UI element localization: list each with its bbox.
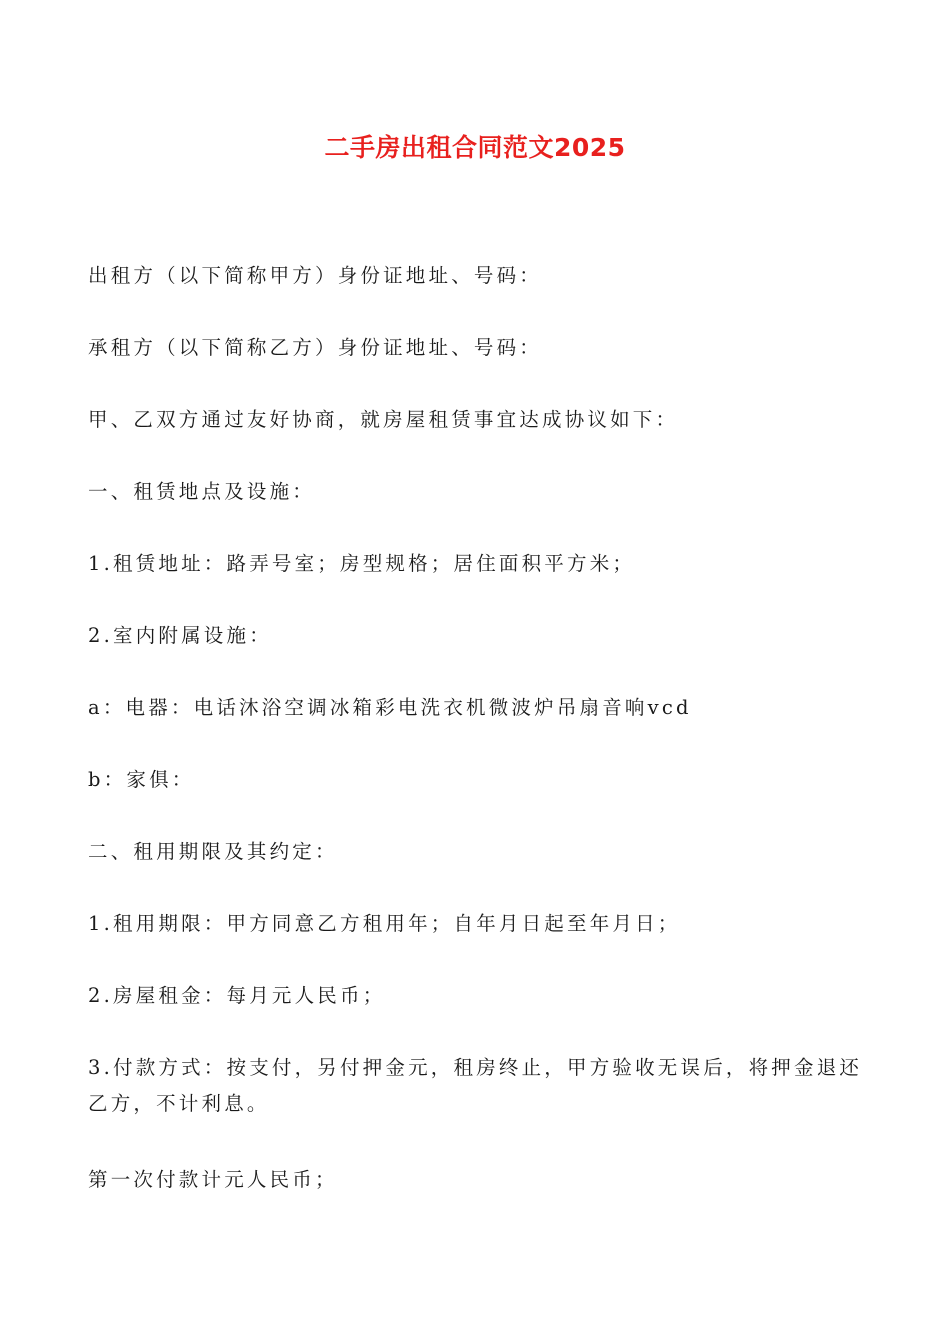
- paragraph-lessee-info: 承租方（以下简称乙方）身份证地址、号码：: [88, 336, 543, 359]
- paragraph-rental-address: 1.租赁地址：路弄号室；房型规格；居住面积平方米；: [88, 552, 636, 575]
- paragraph-rent: 2.房屋租金：每月元人民币；: [88, 984, 386, 1007]
- paragraph-agreement-intro: 甲、乙双方通过友好协商，就房屋租赁事宜达成协议如下：: [88, 408, 679, 431]
- paragraph-lease-term: 1.租用期限：甲方同意乙方租用年；自年月日起至年月日；: [88, 912, 681, 935]
- paragraph-first-payment: 第一次付款计元人民币；: [88, 1168, 338, 1191]
- section-heading-term: 二、租用期限及其约定：: [88, 840, 338, 863]
- document-title: 二手房出租合同范文2025: [324, 133, 626, 162]
- paragraph-furniture: b：家俱：: [88, 768, 195, 791]
- section-heading-location: 一、租赁地点及设施：: [88, 480, 316, 503]
- paragraph-payment-method: 3.付款方式：按支付，另付押金元，租房终止，甲方验收无误后，将押金退还乙方，不计利息。: [88, 1056, 863, 1115]
- paragraph-lessor-info: 出租方（以下简称甲方）身份证地址、号码：: [88, 264, 543, 287]
- paragraph-facilities: 2.室内附属设施：: [88, 624, 272, 647]
- paragraph-appliances: a：电器：电话沐浴空调冰箱彩电洗衣机微波炉吊扇音响vcd: [88, 696, 692, 719]
